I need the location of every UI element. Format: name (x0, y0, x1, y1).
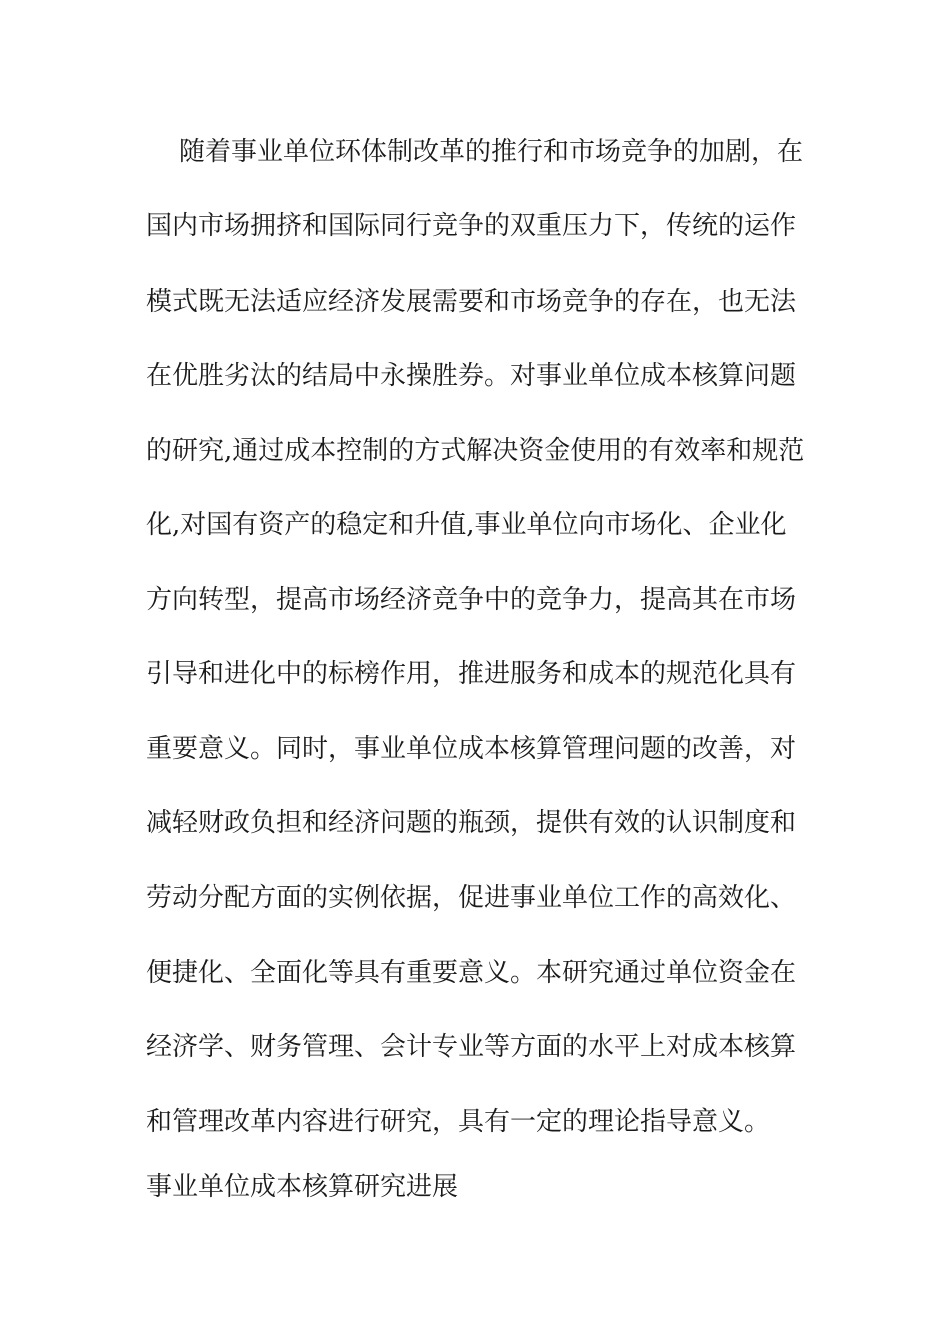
paragraph-line-4: 在优胜劣汰的结局中永操胜券。对事业单位成本核算问题 (146, 361, 797, 391)
paragraph-line-10: 减轻财政负担和经济问题的瓶颈，提供有效的认识制度和 (146, 808, 797, 838)
paragraph-line-3: 模式既无法适应经济发展需要和市场竞争的存在，也无法 (146, 287, 797, 317)
paragraph-line-2: 国内市场拥挤和国际同行竞争的双重压力下，传统的运作 (146, 211, 797, 241)
paragraph-line-14: 和管理改革内容进行研究，具有一定的理论指导意义。 (146, 1107, 771, 1137)
paragraph-line-7: 方向转型，提高市场经济竞争中的竞争力，提高其在市场 (146, 585, 797, 615)
paragraph-line-8: 引导和进化中的标榜作用，推进服务和成本的规范化具有 (146, 659, 797, 689)
paragraph-line-6: 化,对国有资产的稳定和升值,事业单位向市场化、企业化 (146, 510, 787, 540)
paragraph-line-11: 劳动分配方面的实例依据，促进事业单位工作的高效化、 (146, 883, 797, 913)
section-heading: 事业单位成本核算研究进展 (146, 1172, 459, 1202)
paragraph-line-12: 便捷化、全面化等具有重要意义。本研究通过单位资金在 (146, 958, 797, 988)
paragraph-line-1: 随着事业单位环体制改革的推行和市场竞争的加剧，在 (179, 137, 804, 167)
paragraph-line-13: 经济学、财务管理、会计专业等方面的水平上对成本核算 (146, 1032, 797, 1062)
paragraph-line-9: 重要意义。同时，事业单位成本核算管理问题的改善，对 (146, 734, 797, 764)
paragraph-line-5: 的研究,通过成本控制的方式解决资金使用的有效率和规范 (146, 436, 805, 466)
